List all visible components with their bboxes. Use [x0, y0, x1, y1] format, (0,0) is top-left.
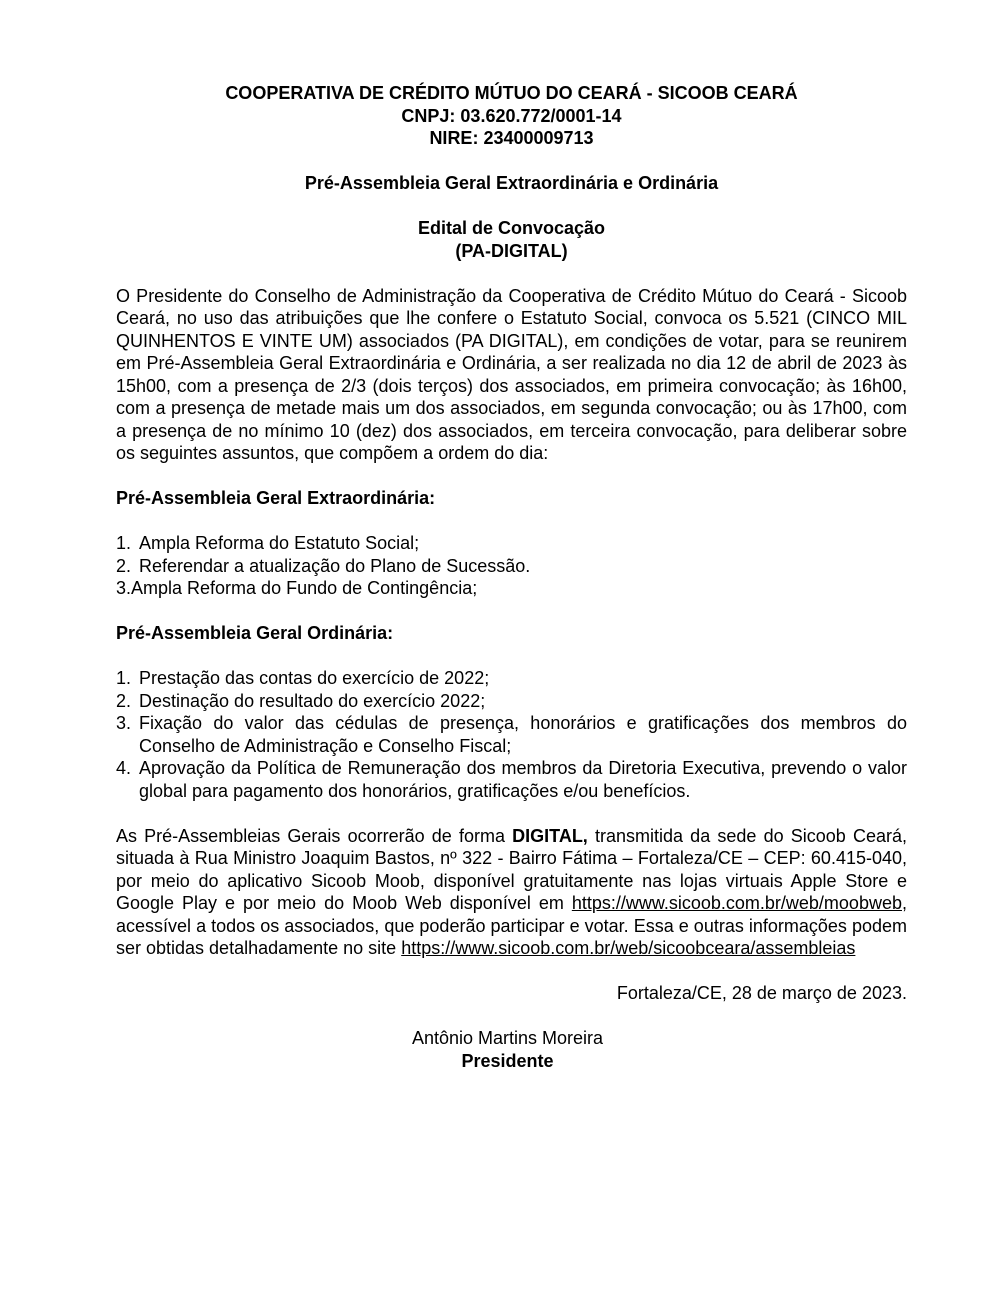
org-name: COOPERATIVA DE CRÉDITO MÚTUO DO CEARÁ - SICOOB CEARÁ [225, 83, 798, 103]
extraordinary-heading: Pré-Assembleia Geral Extraordinária: [116, 488, 436, 508]
assembleias-link[interactable]: https://www.sicoob.com.br/web/sicoobceara/assembleias [401, 938, 856, 958]
digital-emphasis: DIGITAL, [512, 825, 588, 846]
cnpj: CNPJ: 03.620.772/0001-14 [401, 105, 622, 126]
agenda-item [116, 555, 907, 578]
item-number: 1. [116, 668, 132, 688]
closing-text-part: As Pré-Assembleias Gerais ocorrerão de forma [116, 825, 513, 846]
item-text: Prestação das contas do exercício de 2022; [139, 668, 490, 688]
agenda-item [116, 667, 907, 690]
meeting-title: Pré-Assembleia Geral Extraordinária e Ordinária [304, 173, 719, 193]
ordinary-heading: Pré-Assembleia Geral Ordinária: [116, 623, 394, 643]
signature-block [116, 1027, 907, 1072]
moobweb-link[interactable]: https://www.sicoob.com.br/web/moobweb [571, 893, 902, 913]
item-text: Destinação do resultado do exercício 2022; [139, 690, 486, 711]
item-number: 1. [116, 533, 132, 553]
signatory-role: Presidente [461, 1050, 554, 1071]
closing-paragraph [116, 825, 907, 960]
agenda-item [116, 690, 907, 713]
signatory-name: Antônio Martins Moreira [411, 1028, 604, 1048]
notice-subtitle: (PA-DIGITAL) [455, 240, 568, 261]
agenda-item [116, 757, 907, 802]
extraordinary-agenda-list [116, 532, 907, 600]
item-text: Aprovação da Política de Remuneração dos membros da Diretoria Executiva, prevendo o valor global para pagamento dos honorários, gratificações e/ou benefícios. [139, 758, 907, 801]
item-number: 3. [116, 713, 132, 733]
document-page [116, 82, 907, 1072]
item-number: 4. [116, 758, 132, 778]
place-date: Fortaleza/CE, 28 de março de 2023. [616, 983, 907, 1003]
closing-text-part: transmitida da sede do Sicoob Ceará, situada à Rua Ministro Joaquim Bastos, nº 322 - Bairro Fátima – Fortaleza/CE – CEP: 60.415-040, por meio do aplicativo Sicoob Moob, disponível gratuitamente nas lojas virtuais Apple Store e Google Play e por meio do Moob Web disponível em [116, 825, 907, 913]
item-number: 2. [116, 690, 132, 711]
nire: NIRE: 23400009713 [429, 128, 594, 148]
closing-text-part: , acessível a todos os associados, que poderão participar e votar. Essa e outras informações podem ser obtidas detalhadamente no site [116, 893, 907, 958]
item-text: 3.Ampla Reforma do Fundo de Contingência; [116, 578, 478, 598]
agenda-item [116, 712, 907, 757]
agenda-item [116, 577, 907, 600]
item-text: Referendar a atualização do Plano de Sucessão. [139, 555, 531, 576]
intro-paragraph: O Presidente do Conselho de Administração da Cooperativa de Crédito Mútuo do Ceará - Sicoob Ceará, no uso das atribuições que lhe confere o Estatuto Social, convoca os 5.521 (CINCO MIL QUINHENTOS E VINTE UM) associados (PA DIGITAL), em condições de votar, para se reunirem em Pré-Assembleia Geral Extraordinária e Ordinária, a ser realizada no dia 12 de abril de 2023 às 15h00, com a presença de 2/3 (dois terços) dos associados, em primeira convocação; às 16h00, com a presença de metade mais um dos associados, em segunda convocação; ou às 17h00, com a presença de no mínimo 10 (dez) dos associados, em terceira convocação, para deliberar sobre os seguintes assuntos, que compõem a ordem do dia: [116, 285, 907, 463]
notice-title: Edital de Convocação [417, 218, 606, 238]
item-text: Fixação do valor das cédulas de presença, honorários e gratificações dos membros do Conselho de Administração e Conselho Fiscal; [139, 713, 907, 756]
agenda-item [116, 532, 907, 555]
ordinary-agenda-list [116, 667, 907, 802]
item-text: Ampla Reforma do Estatuto Social; [139, 533, 420, 553]
item-number: 2. [116, 555, 132, 576]
